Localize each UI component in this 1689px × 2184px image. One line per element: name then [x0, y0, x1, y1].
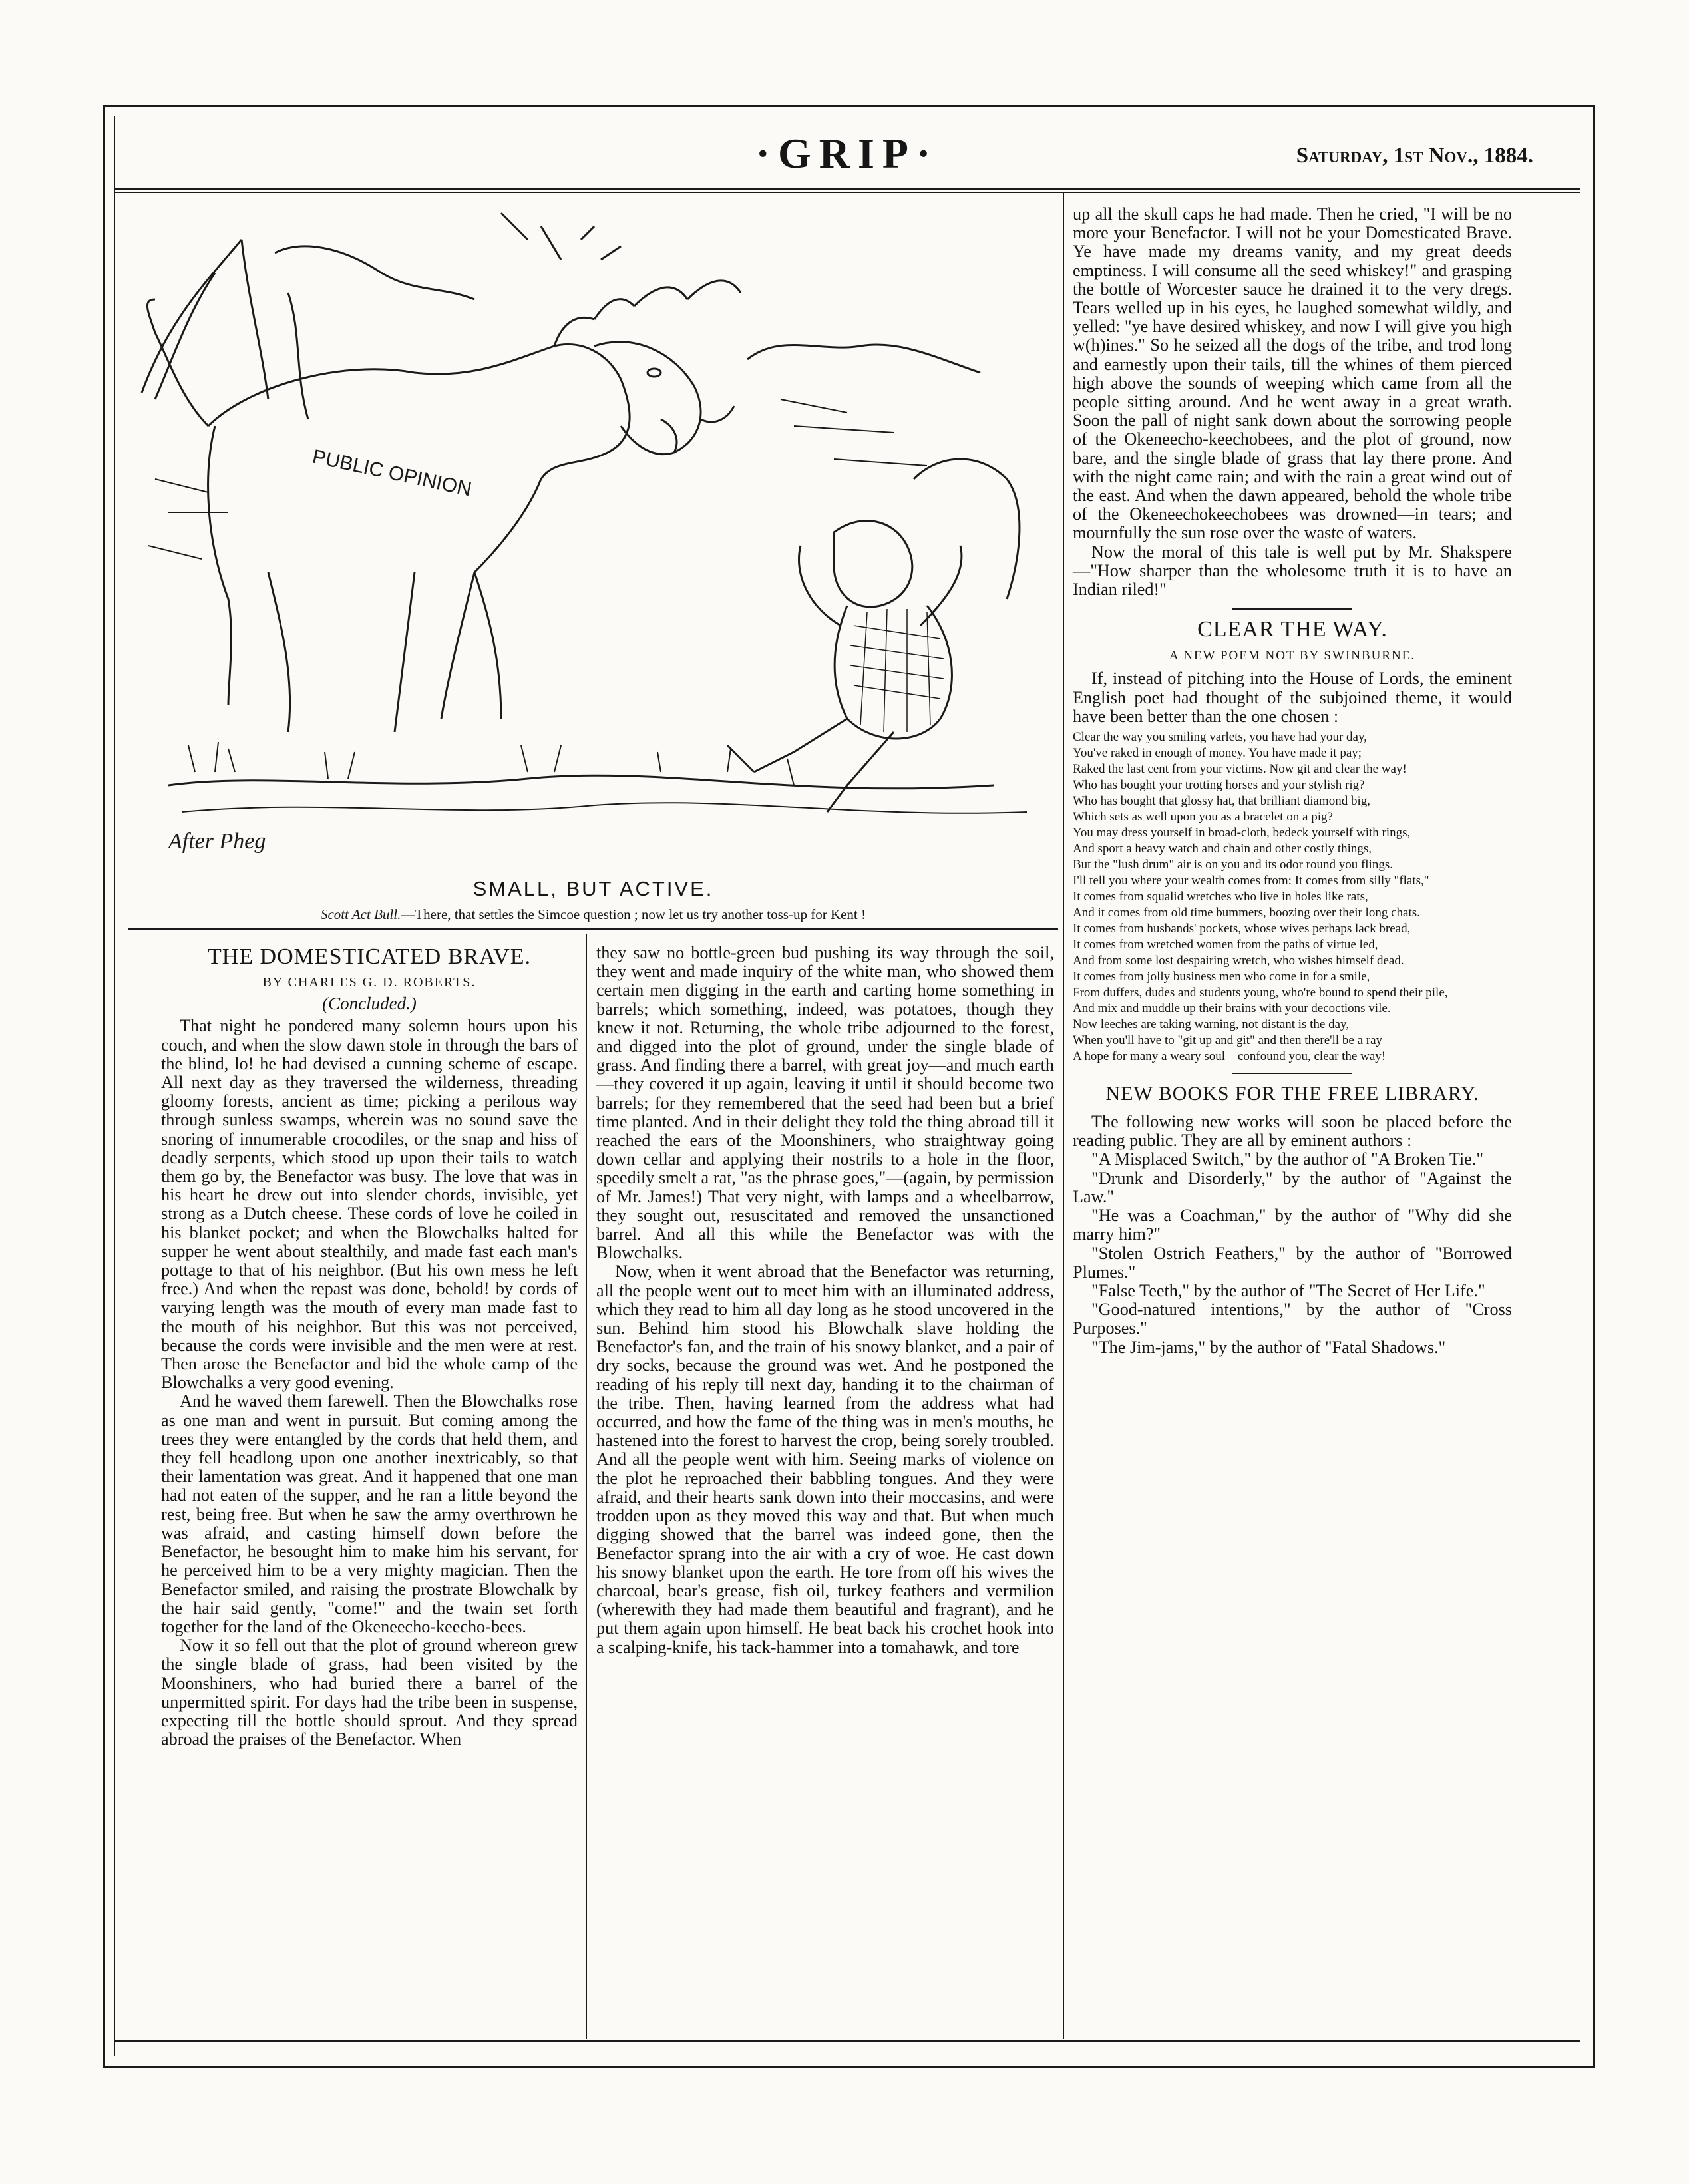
- poem-line: You've raked in enough of money. You have made it pay;: [1073, 746, 1362, 761]
- story-note: (Concluded.): [322, 994, 417, 1014]
- column-divider-2: [1063, 193, 1064, 2039]
- story-paragraph: Now, when it went abroad that the Benefactor was returning, all the people went out to meet him with an illuminated address, which they read to him all day long as he stood uncovered in the sun. Behind him stood his Blowchalk slave holding the Benefactor's fan, and the train of his snowy blanket, and a pair of dry socks, because the ground was wet. And he postponed the reading of his reply till next day, handing it to the chairman of the tribe. Then, having learned from the address what had occurred, and how the fame of the thing was in men's mouths, he hastened into the forest to harvest the crop, being sorely troubled. And all the people went with him. Seeing marks of violence on the plot he reproached their babbling tongues. And they were afraid, and their hearts sank down into their moccasins, and were trodden upon as they moved this way and that. But when much digging showed that the barrel was indeed gone, then the Benefactor sprang into the air with a cry of woe. He cast down his snowy blanket upon the earth. He tore from off his wives the charcoal, bear's grease, fish oil, turkey feathers and vermilion (wherewith they had made them beautiful and fragrant), and he put them again upon himself. He beat back his crochet hook into a scalping-knife, his tack-hammer into a tomahawk, and tore: [596, 1262, 1054, 1657]
- cartoon-rule: [128, 928, 1058, 930]
- book-item: "Drunk and Disorderly," by the author of "Against the Law.": [1073, 1168, 1512, 1206]
- poem-line: And from some lost despairing wretch, who wishes himself dead.: [1073, 954, 1404, 968]
- story-paragraph: they saw no bottle-green bud pushing its way through the soil, they went and made inquiry of the white man, who showed them certain men digging in the earth and carting home something in barrels; which something, indeed, was potatoes, though they knew it not. Returning, the whole tribe adjourned to the forest, and digged into the plot of ground, under the single blade of grass. And finding there a barrel, with great joy—and much earth—they covered it up again, leaving it until it should become two barrels; for they remembered that the seed had been but a brief time planted. And in their delight they told the thing abroad till it reached the ears of the Moonshiners, who straightway going down cellar and applying their nostrils to a hole in the floor, speedily smelt a rat, "as the phrase goes,"—(again, by permission of Mr. James!) That very night, with lamps and a wheelbarrow, they sought out, resuscitated and removed the unsanctioned barrel. And all this while the Benefactor was with the Blowchalks.: [596, 943, 1054, 1263]
- story-byline: BY CHARLES G. D. ROBERTS.: [262, 975, 476, 990]
- column-divider-1: [586, 934, 587, 2039]
- masthead: [114, 117, 1580, 186]
- cartoon-illustration: [128, 200, 1058, 867]
- poem-line: Which sets as well upon you as a bracelet on a pig?: [1073, 810, 1333, 824]
- poem-line: And mix and muddle up their brains with your decoctions vile.: [1073, 1001, 1391, 1016]
- poem-body: [1073, 730, 1512, 1063]
- book-item: "Stolen Ostrich Feathers," by the author of "Borrowed Plumes.": [1073, 1243, 1512, 1282]
- poem-line: But the "lush drum" air is on you and its odor round you flings.: [1073, 858, 1393, 872]
- poem-line: Raked the last cent from your victims. Now git and clear the way!: [1073, 762, 1407, 777]
- poem-line: It comes from jolly business men who come in for a smile,: [1073, 970, 1370, 984]
- poem-line: It comes from wretched women from the paths of virtue led,: [1073, 938, 1378, 952]
- book-item: "He was a Coachman," by the author of "Why did she marry him?": [1073, 1206, 1512, 1244]
- caption-text: —There, that settles the Simcoe question ; now let us try another toss-up for Kent !: [401, 906, 866, 922]
- cartoon-caption-title: SMALL, BUT ACTIVE.: [472, 877, 714, 900]
- poem-line: I'll tell you where your wealth comes from: It comes from silly "flats,": [1073, 874, 1429, 888]
- poem-line: Now leeches are taking warning, not distant is the day,: [1073, 1017, 1350, 1032]
- masthead-rule: [114, 188, 1580, 190]
- poem-title: CLEAR THE WAY.: [1197, 617, 1388, 642]
- cartoon-caption: [128, 906, 1058, 923]
- poem-line: From duffers, dudes and students young, who're bound to spend their pile,: [1073, 986, 1448, 1000]
- poem-intro: If, instead of pitching into the House of Lords, the eminent English poet had thought of the subjoined theme, it would have been better than the one chosen :: [1073, 669, 1512, 726]
- poem-line: And sport a heavy watch and chain and other costly things,: [1073, 842, 1372, 856]
- caption-speaker: Scott Act Bull.: [320, 906, 401, 922]
- story-column-3: [1073, 205, 1512, 1357]
- masthead-title: ·GRIP·: [755, 130, 939, 177]
- story-title: THE DOMESTICATED BRAVE.: [207, 944, 532, 969]
- bottom-rule: [114, 2040, 1580, 2042]
- story-column-2: [596, 944, 1054, 1657]
- issue-date: Saturday, 1st Nov., 1884.: [1296, 144, 1533, 168]
- poem-line: When you'll have to "git up and git" and then there'll be a ray—: [1073, 1033, 1396, 1048]
- story-column-1: [161, 944, 578, 1749]
- cartoon-signature: After Pheg: [168, 829, 266, 854]
- poem-line: And it comes from old time bummers, boozing over their long chats.: [1073, 906, 1420, 920]
- books-intro: The following new works will soon be placed before the reading public. They are all by eminent authors :: [1073, 1112, 1512, 1151]
- books-title: NEW BOOKS FOR THE FREE LIBRARY.: [1105, 1083, 1479, 1105]
- story-paragraph: Now the moral of this tale is well put by Mr. Shakspere—"How sharper than the wholesome truth it is to have an Indian riled!": [1073, 542, 1512, 600]
- poem-line: Clear the way you smiling varlets, you have had your day,: [1073, 730, 1367, 745]
- poem-line: You may dress yourself in broad-cloth, bedeck yourself with rings,: [1073, 826, 1411, 840]
- book-item: "A Misplaced Switch," by the author of "A Broken Tie.": [1091, 1149, 1484, 1169]
- masthead-rule-thin: [114, 192, 1580, 193]
- section-divider: [1232, 608, 1352, 610]
- story-paragraph: And he waved them farewell. Then the Blowchalks rose as one man and went in pursuit. But coming among the trees they were entangled by the cords that held them, and they fell headlong upon one another inextricably, so that their lamentation was great. And it happened that one man had not eaten of the supper, and he ran a little beyond the rest, being free. But when he saw the army overthrown he was afraid, and casting himself down before the Benefactor, he besought him to make him his servant, for he perceived him to be a very mighty magician. Then the Benefactor smiled, and raising the prostrate Blowchalk by the hair said gently, "come!" and the twain set forth together for the land of the Okeneecho-keecho-bees.: [161, 1391, 578, 1636]
- story-paragraph: That night he pondered many solemn hours upon his couch, and when the slow dawn stole in through the bars of the blind, lo! he had devised a cunning scheme of escape. All next day as they traversed the wilderness, threading gloomy forests, ancient as time; picking a perilous way through sunless swamps, wherein was no sound save the snoring of innumerable crocodiles, or the snap and hiss of deadly serpents, which stood up upon their tails to watch them go by, the Benefactor was busy. The love that was in his heart he drew out into slender chords, invisible, yet strong as a Dutch cheese. These cords of love he coiled in his blanket pocket; and when the Blowchalks halted for supper he went about stealthily, and made fast each man's pottage to that of his neighbor. (But his own mess he left free.) And when the repast was done, behold! by cords of varying length was the mouth of every man made fast to the mouth of his neighbor. But this was not perceived, because the cords were invisible and the men were at rest. Then arose the Benefactor and bid the whole camp of the Blowchalks a very good evening.: [161, 1016, 578, 1393]
- poem-line: A hope for many a weary soul—confound you, clear the way!: [1073, 1049, 1386, 1064]
- poem-line: It comes from squalid wretches who live in holes like rats,: [1073, 890, 1368, 904]
- poem-subtitle: A NEW POEM NOT BY SWINBURNE.: [1169, 649, 1416, 663]
- book-item: "Good-natured intentions," by the author of "Cross Purposes.": [1073, 1300, 1512, 1338]
- story-paragraph: up all the skull caps he had made. Then he cried, "I will be no more your Benefactor. I will not be your Domesticated Brave. Ye have made my dreams vanity, and my great deeds emptiness. I will consume all the seed whiskey!" and grasping the bottle of Worcester sauce he drained it to the very dregs. Tears welled up in his eyes, he laughed somewhat wildly, and yelled: "ye have desired whiskey, and now I will give you high w(h)ines." So he seized all the dogs of the tribe, and trod long and earnestly upon their tails, till the whines of them pierced high above the sounds of weeping which came from all the people sitting around. And he went away in a great wrath. Soon the pall of night sank down about the sorrowing people of the Okeneecho-keechobees, and the plot of ground, now bare, and the single blade of grass that lay there prone. And with the night came rain; and with the rain a great wind out of the east. And when the dawn appeared, behold the whole tribe of the Okeneechokeechobees was drowned—in tears; and mournfully the sun rose over the waste of waters.: [1073, 204, 1512, 543]
- poem-line: Who has bought that glossy hat, that brilliant diamond big,: [1073, 794, 1370, 809]
- section-divider: [1232, 1073, 1352, 1074]
- poem-line: Who has bought your trotting horses and your stylish rig?: [1073, 778, 1365, 793]
- cartoon-bull-label: PUBLIC OPINION: [310, 445, 474, 501]
- story-paragraph: Now it so fell out that the plot of ground whereon grew the single blade of grass, had been visited by the Moonshiners, who had buried there a barrel of the unpermitted spirit. For days had the tribe been in suspense, expecting till the bottle should sprout. And they spread abroad the praises of the Benefactor. When: [161, 1636, 578, 1749]
- poem-line: It comes from husbands' pockets, whose wives perhaps lack bread,: [1073, 922, 1411, 936]
- book-item: "False Teeth," by the author of "The Secret of Her Life.": [1091, 1280, 1485, 1300]
- book-item: "The Jim-jams," by the author of "Fatal Shadows.": [1091, 1337, 1446, 1357]
